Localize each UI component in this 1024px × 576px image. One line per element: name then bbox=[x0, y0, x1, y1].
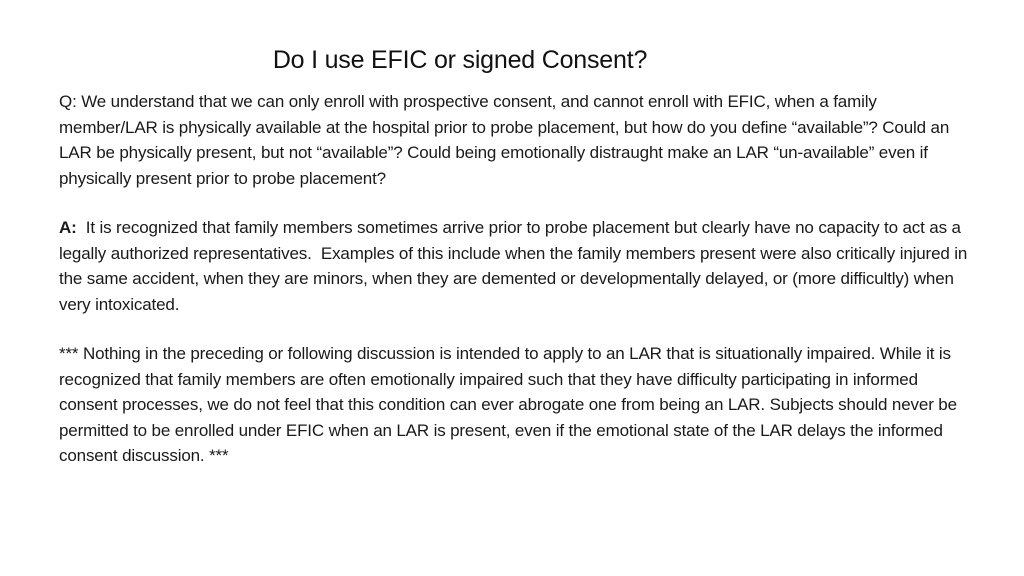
slide-title: Do I use EFIC or signed Consent? bbox=[272, 46, 648, 74]
answer-paragraph bbox=[59, 215, 979, 317]
paragraph-spacer bbox=[59, 317, 979, 341]
slide-body bbox=[59, 89, 979, 469]
paragraph-spacer bbox=[59, 191, 979, 215]
note-paragraph: *** Nothing in the preceding or following discussion is intended to apply to an LAR that is situationally impaired. While it is recognized that family members are often emotionally impaired such that they have difficulty participating in informed consent processes, we do not feel that this condition can ever abrogate one from being an LAR. Subjects should never be permitted to be enrolled under EFIC when an LAR is present, even if the emotional state of the LAR delays the informed consent discussion. *** bbox=[59, 344, 957, 465]
answer-text: It is recognized that family members sometimes arrive prior to probe placement but clearly have no capacity to act as a legally authorized representatives. Examples of this include when the family members present were also critically injured in the same accident, when they are minors, when they are demented or developmentally delayed, or (more difficultly) when very intoxicated. bbox=[59, 218, 972, 314]
answer-label: A: bbox=[59, 218, 77, 237]
question-paragraph: Q: We understand that we can only enroll with prospective consent, and cannot enroll with EFIC, when a family member/LAR is physically available at the hospital prior to probe placement, but how do you define “available”? Could an LAR be physically present, but not “available”? Could being emotionally distraught make an LAR “un-available” even if physically present prior to probe placement? bbox=[59, 92, 950, 188]
